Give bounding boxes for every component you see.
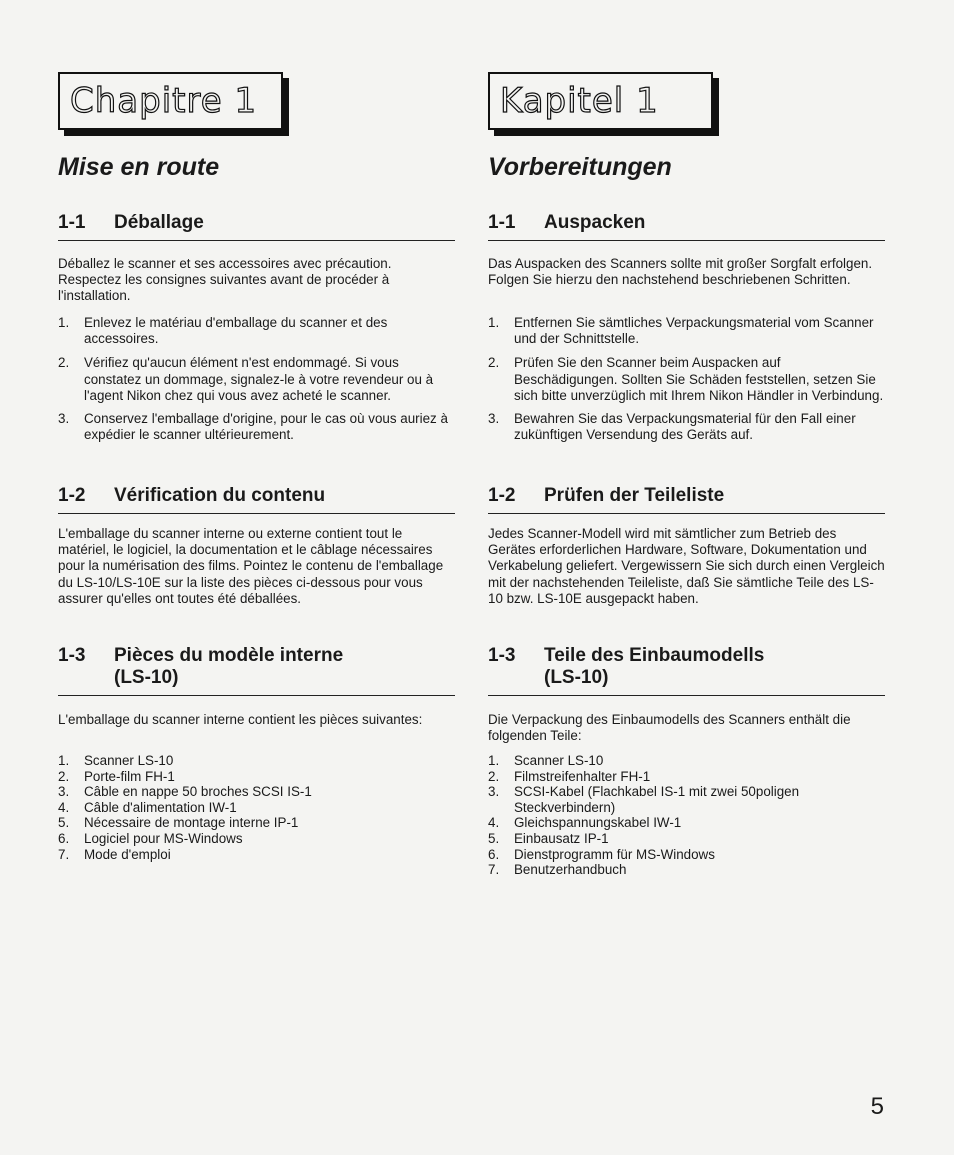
list-item: 6. Dienstprogramm für MS-Windows — [488, 846, 715, 862]
list-item: 4. Gleichspannungskabel IW-1 — [488, 815, 682, 831]
steps-list — [58, 315, 455, 443]
intro-paragraph: L'emballage du scanner interne contient les pièces suivantes: — [58, 712, 423, 727]
section-number: 1-1 — [488, 212, 516, 233]
section-heading — [58, 645, 455, 696]
section-title: Prüfen der Teileliste — [544, 485, 725, 506]
list-item: 1. Enlevez le matériau d'emballage du scanner et des accessoires. — [58, 315, 388, 347]
list-item: 1. Scanner LS-10 — [488, 753, 604, 768]
page-number: 5 — [870, 1093, 884, 1120]
chapter-label: Chapitre 1 — [70, 81, 258, 121]
section-title: Auspacken — [544, 212, 646, 233]
chapter-box — [58, 72, 283, 130]
list-item: 2. Prüfen Sie den Scanner beim Auspacken auf Beschädigungen. Sollten Sie Schäden feststellen, setzen Sie sich bitte unverzüglich mit Ihrem Nikon Händler in Verbindung. — [488, 355, 884, 403]
section-title: Vérification du contenu — [114, 485, 326, 506]
section-heading — [488, 212, 885, 241]
intro-paragraph: Das Auspacken des Scanners sollte mit großer Sorgfalt erfolgen. Folgen Sie hierzu den nachstehend beschriebenen Schritten. — [488, 256, 873, 288]
steps-list — [488, 315, 885, 443]
section-heading — [58, 485, 455, 514]
intro-paragraph: Déballez le scanner et ses accessoires avec précaution. Respectez les consignes suivantes avant de procéder à l'installation. — [58, 256, 392, 304]
parts-list — [488, 753, 885, 878]
section-title: Pièces du modèle interne (LS-10) — [114, 645, 344, 688]
section-number: 1-3 — [58, 645, 86, 666]
section-number: 1-2 — [58, 485, 86, 506]
section-heading — [58, 212, 455, 241]
list-item: 5. Nécessaire de montage interne IP-1 — [58, 815, 299, 831]
list-item: 1. Scanner LS-10 — [58, 753, 174, 768]
chapter-label: Kapitel 1 — [500, 81, 659, 121]
list-item: 7. Benutzerhandbuch — [488, 862, 627, 878]
section-number: 1-3 — [488, 645, 516, 666]
section-number: 1-1 — [58, 212, 86, 233]
list-item: 3. Conservez l'emballage d'origine, pour le cas où vous auriez à expédier le scanner ultérieurement. — [58, 411, 448, 443]
parts-list — [58, 753, 455, 862]
intro-paragraph: Die Verpackung des Einbaumodells des Scanners enthält die folgenden Teile: — [488, 712, 851, 744]
section-title: Déballage — [114, 212, 204, 233]
list-item: 3. Câble en nappe 50 broches SCSI IS-1 — [58, 784, 312, 800]
list-item: 6. Logiciel pour MS-Windows — [58, 830, 243, 846]
list-item: 2. Vérifiez qu'aucun élément n'est endommagé. Si vous constatez un dommage, signalez-le à votre revendeur ou à l'agent Nikon chez qui vous avez acheté le scanner. — [58, 355, 434, 403]
list-item: 2. Filmstreifenhalter FH-1 — [488, 768, 651, 784]
body-paragraph: L'emballage du scanner interne ou externe contient tout le matériel, le logiciel, la documentation et le câblage nécessaires pour la numérisation des films. Pointez le contenu de l'emballage du LS-10/LS-10E sur la liste des pièces ci-dessous pour vous assurer qu'elles ont toutes été déballées. — [58, 526, 444, 606]
body-paragraph: Jedes Scanner-Modell wird mit sämtlicher zum Betrieb des Gerätes erforderlichen Hardware, Software, Dokumentation und Verkabelung geliefert. Vergewissern Sie sich durch einen Vergleich mit der nachstehenden Teileliste, daß Sie sämtliche Teile des LS-10 bzw. LS-10E ausgepackt haben. — [488, 526, 885, 606]
section-heading — [488, 485, 885, 514]
section-heading — [488, 645, 885, 696]
list-item: 3. SCSI-Kabel (Flachkabel IS-1 mit zwei 50poligen Steckverbindern) — [488, 784, 800, 815]
chapter-title: Mise en route — [58, 153, 220, 181]
list-item: 4. Câble d'alimentation IW-1 — [58, 799, 237, 815]
list-item: 5. Einbausatz IP-1 — [488, 830, 609, 846]
list-item: 2. Porte-film FH-1 — [58, 768, 175, 784]
chapter-box — [488, 72, 713, 130]
section-number: 1-2 — [488, 485, 516, 506]
list-item: 1. Entfernen Sie sämtliches Verpackungsmaterial vom Scanner und der Schnittstelle. — [488, 315, 874, 347]
section-title: Teile des Einbaumodells (LS-10) — [544, 645, 765, 688]
chapter-title: Vorbereitungen — [488, 153, 672, 181]
list-item: 7. Mode d'emploi — [58, 846, 171, 862]
list-item: 3. Bewahren Sie das Verpackungsmaterial für den Fall einer zukünftigen Versendung des Geräts auf. — [488, 411, 856, 443]
